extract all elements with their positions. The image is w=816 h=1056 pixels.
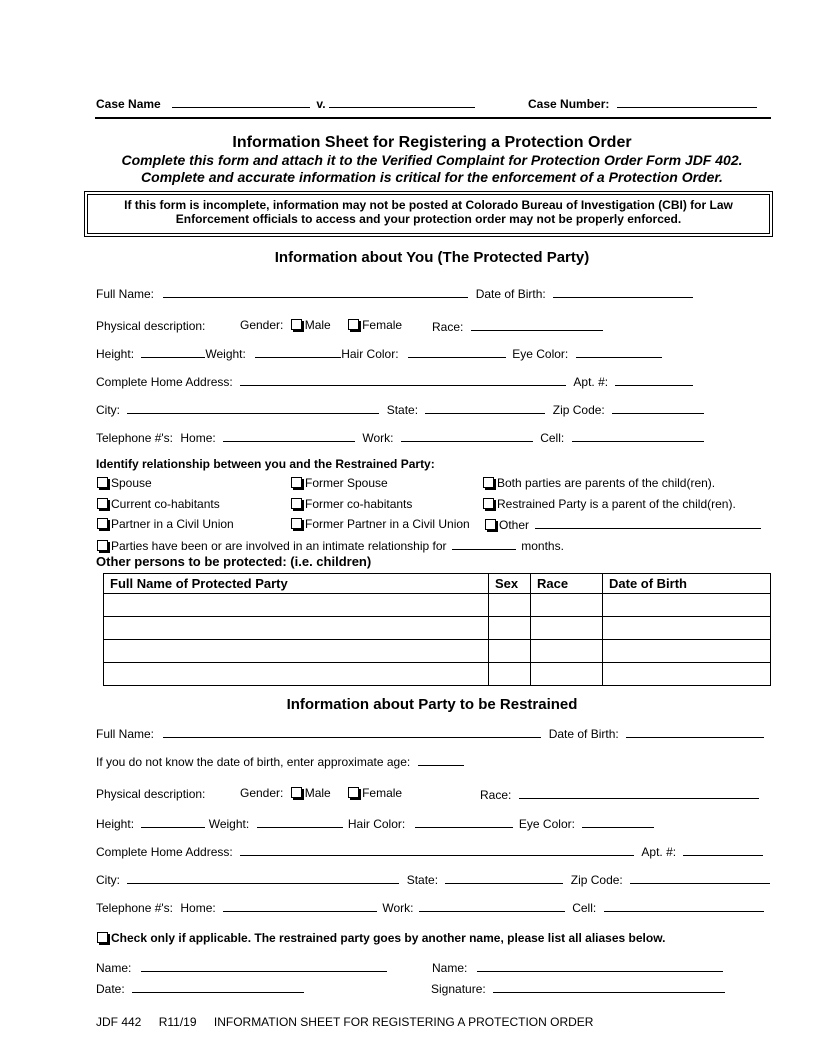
footer-form-id: JDF 442 (96, 1015, 142, 1029)
alias-name-input-1[interactable] (141, 960, 387, 972)
notice-line-2: Enforcement officials to access and your protection order may not be properly enforced. (175, 212, 682, 226)
protected-cell-label: Cell: (540, 431, 565, 445)
alias-name-input-2[interactable] (477, 960, 723, 972)
table-cell[interactable] (104, 640, 489, 663)
relationship-former-civil-union-checkbox[interactable] (291, 518, 302, 529)
protected-zip-label: Zip Code: (552, 403, 605, 417)
restrained-physical-label: Physical description: (96, 787, 206, 801)
restrained-approx-age-input[interactable] (418, 754, 464, 766)
table-cell[interactable] (531, 594, 603, 617)
protected-city-input[interactable] (127, 402, 379, 414)
case-name-field[interactable] (172, 96, 310, 108)
column-header-full-name: Full Name of Protected Party (104, 574, 489, 594)
restrained-zip-input[interactable] (630, 872, 770, 884)
protected-section-heading: Information about You (The Protected Party) (274, 249, 590, 266)
restrained-female-label: Female (362, 786, 403, 800)
restrained-city-input[interactable] (127, 872, 399, 884)
protected-dob-label: Date of Birth: (475, 287, 546, 301)
restrained-race-input[interactable] (519, 787, 759, 799)
notice-line-1: If this form is incomplete, information may not be posted at Colorado Bureau of Investigation (CBI) for Law (124, 198, 733, 212)
restrained-work-label: Work: (382, 901, 414, 915)
relationship-intimate-label: Parties have been or are involved in an intimate relationship for (111, 539, 447, 553)
alias-name-label-1: Name: (96, 961, 132, 975)
table-cell[interactable] (489, 594, 531, 617)
restrained-home-phone-input[interactable] (223, 900, 377, 912)
restrained-address-input[interactable] (240, 844, 634, 856)
alias-name-label-2: Name: (432, 961, 468, 975)
restrained-full-name-input[interactable] (163, 726, 541, 738)
relationship-former-cohabitants-checkbox[interactable] (291, 498, 302, 509)
relationship-spouse-checkbox[interactable] (97, 477, 108, 488)
case-number-label: Case Number: (528, 97, 610, 111)
protected-hair-label: Hair Color: (341, 347, 399, 361)
protected-female-label: Female (362, 318, 403, 332)
table-cell[interactable] (531, 640, 603, 663)
restrained-gender-label: Gender: (240, 786, 284, 800)
relationship-both-parents-label: Both parties are parents of the child(ren). (497, 476, 716, 490)
restrained-weight-label: Weight: (208, 817, 250, 831)
protected-race-input[interactable] (471, 319, 603, 331)
signature-input[interactable] (493, 981, 725, 993)
relationship-restrained-parent-checkbox[interactable] (483, 498, 494, 509)
restrained-cell-phone-input[interactable] (604, 900, 764, 912)
restrained-height-input[interactable] (141, 816, 205, 828)
protected-full-name-input[interactable] (163, 286, 468, 298)
restrained-full-name-label: Full Name: (96, 727, 155, 741)
relationship-cohabitants-checkbox[interactable] (97, 498, 108, 509)
protected-eye-label: Eye Color: (512, 347, 569, 361)
table-row (104, 617, 771, 640)
footer-form-title: INFORMATION SHEET FOR REGISTERING A PROTECTION ORDER (213, 1015, 594, 1029)
relationship-former-civil-union-label: Former Partner in a Civil Union (305, 517, 470, 531)
date-label: Date: (96, 982, 125, 996)
relationship-former-spouse-checkbox[interactable] (291, 477, 302, 488)
date-input[interactable] (132, 981, 304, 993)
relationship-former-cohabitants-label: Former co-habitants (305, 497, 413, 511)
protected-height-input[interactable] (141, 346, 205, 358)
protected-female-checkbox[interactable] (348, 319, 359, 330)
relationship-both-parents-checkbox[interactable] (483, 477, 494, 488)
restrained-section-heading: Information about Party to be Restrained (286, 696, 578, 713)
relationship-former-spouse-label: Former Spouse (305, 476, 388, 490)
protected-male-checkbox[interactable] (291, 319, 302, 330)
protected-telephone-label: Telephone #'s: (96, 431, 174, 445)
protected-height-label: Height: (96, 347, 135, 361)
protected-hair-input[interactable] (408, 346, 506, 358)
column-header-sex: Sex (489, 574, 531, 594)
relationship-intimate-months-input[interactable] (452, 538, 516, 550)
protected-home-label: Home: (180, 431, 216, 445)
protected-apt-label: Apt. #: (573, 375, 609, 389)
protected-full-name-label: Full Name: (96, 287, 155, 301)
protected-dob-input[interactable] (553, 286, 693, 298)
other-persons-table (103, 573, 771, 686)
aliases-checkbox[interactable] (97, 932, 108, 943)
restrained-state-input[interactable] (445, 872, 563, 884)
restrained-apt-label: Apt. #: (641, 845, 677, 859)
table-cell[interactable] (603, 663, 771, 686)
table-cell[interactable] (489, 640, 531, 663)
table-cell[interactable] (489, 663, 531, 686)
case-name-opponent-field[interactable] (329, 96, 475, 108)
relationship-cohabitants-label: Current co-habitants (111, 497, 220, 511)
table-cell[interactable] (104, 663, 489, 686)
restrained-address-label: Complete Home Address: (96, 845, 233, 859)
protected-address-label: Complete Home Address: (96, 375, 233, 389)
restrained-hair-label: Hair Color: (347, 817, 406, 831)
column-header-race: Race (531, 574, 603, 594)
protected-work-phone-input[interactable] (401, 430, 533, 442)
restrained-apt-input[interactable] (683, 844, 763, 856)
restrained-eye-label: Eye Color: (518, 817, 575, 831)
table-row (104, 594, 771, 617)
restrained-approx-age-label: If you do not know the date of birth, enter approximate age: (96, 755, 411, 769)
protected-address-input[interactable] (240, 374, 566, 386)
case-name-label: Case Name (96, 97, 161, 111)
restrained-city-label: City: (96, 873, 120, 887)
restrained-work-phone-input[interactable] (419, 900, 565, 912)
footer-revision: R11/19 (158, 1015, 197, 1029)
restrained-dob-label: Date of Birth: (548, 727, 619, 741)
table-cell[interactable] (603, 617, 771, 640)
relationship-spouse-label: Spouse (111, 476, 152, 490)
table-cell[interactable] (603, 594, 771, 617)
relationship-other-input[interactable] (535, 517, 761, 529)
protected-eye-input[interactable] (576, 346, 662, 358)
page-subtitle-1: Complete this form and attach it to the Verified Complaint for Protection Order Form JDF 402. (121, 152, 743, 168)
protected-weight-input[interactable] (255, 346, 341, 358)
table-cell[interactable] (104, 594, 489, 617)
signature-label: Signature: (431, 982, 486, 996)
page-title: Information Sheet for Registering a Protection Order (232, 134, 632, 151)
restrained-male-label: Male (304, 786, 331, 800)
restrained-zip-label: Zip Code: (570, 873, 623, 887)
protected-gender-label: Gender: (240, 318, 284, 332)
restrained-race-label: Race: (480, 788, 512, 802)
protected-state-label: State: (386, 403, 419, 417)
relationship-other-label: Other (499, 518, 530, 532)
protected-apt-input[interactable] (615, 374, 693, 386)
protected-race-label: Race: (432, 320, 464, 334)
table-cell[interactable] (531, 663, 603, 686)
table-cell[interactable] (104, 617, 489, 640)
relationship-months-label: months. (521, 539, 564, 553)
table-cell[interactable] (603, 640, 771, 663)
protected-state-input[interactable] (425, 402, 545, 414)
restrained-telephone-label: Telephone #'s: (96, 901, 174, 915)
aliases-check-label: Check only if applicable. The restrained party goes by another name, please list all aliases below. (111, 931, 666, 945)
table-row (104, 663, 771, 686)
other-persons-heading: Other persons to be protected: (i.e. children) (96, 554, 372, 569)
protected-home-phone-input[interactable] (223, 430, 355, 442)
footer (96, 1015, 593, 1029)
relationship-other-checkbox[interactable] (485, 519, 496, 530)
restrained-hair-input[interactable] (415, 816, 513, 828)
protected-weight-label: Weight: (205, 347, 246, 361)
notice-box (87, 194, 770, 234)
restrained-weight-input[interactable] (257, 816, 343, 828)
table-cell[interactable] (531, 617, 603, 640)
restrained-cell-label: Cell: (572, 901, 597, 915)
restrained-state-label: State: (406, 873, 439, 887)
table-row (104, 640, 771, 663)
restrained-home-label: Home: (180, 901, 216, 915)
protected-male-label: Male (304, 318, 331, 332)
relationship-intimate-checkbox[interactable] (97, 540, 108, 551)
page-subtitle-2: Complete and accurate information is critical for the enforcement of a Protection Order. (141, 169, 723, 185)
restrained-height-label: Height: (96, 817, 135, 831)
restrained-male-checkbox[interactable] (291, 787, 302, 798)
table-cell[interactable] (489, 617, 531, 640)
column-header-dob: Date of Birth (603, 574, 771, 594)
protected-zip-input[interactable] (612, 402, 704, 414)
relationship-civil-union-label: Partner in a Civil Union (111, 517, 234, 531)
protected-work-label: Work: (362, 431, 394, 445)
protected-city-label: City: (96, 403, 120, 417)
restrained-dob-input[interactable] (626, 726, 764, 738)
restrained-female-checkbox[interactable] (348, 787, 359, 798)
case-number-field[interactable] (617, 96, 757, 108)
relationship-restrained-parent-label: Restrained Party is a parent of the child(ren). (497, 497, 736, 511)
header-divider (95, 117, 771, 119)
relationship-heading: Identify relationship between you and the Restrained Party: (96, 457, 435, 471)
protected-physical-label: Physical description: (96, 319, 206, 333)
restrained-eye-input[interactable] (582, 816, 654, 828)
relationship-civil-union-checkbox[interactable] (97, 518, 108, 529)
versus-label: v. (316, 97, 326, 111)
table-header-row (104, 574, 771, 594)
protected-cell-phone-input[interactable] (572, 430, 704, 442)
